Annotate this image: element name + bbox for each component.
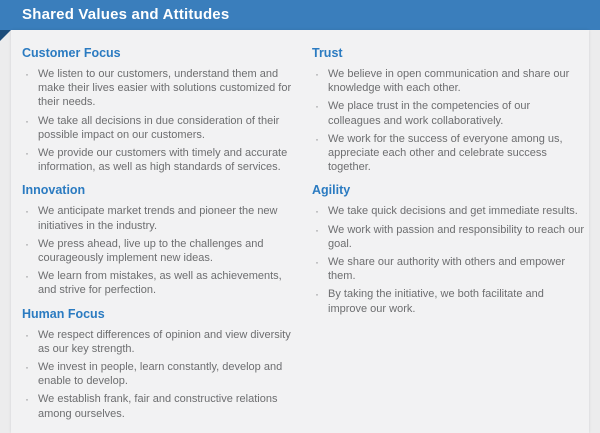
bullet-text: We establish frank, fair and constructive relations among ourselves. (38, 393, 278, 420)
bullet-text: We press ahead, live up to the challenges and courageously implement new ideas. (38, 237, 264, 265)
bullet-icon: · (25, 392, 29, 407)
bullet-text: We invest in people, learn constantly, develop and enable to develop. (38, 361, 283, 388)
section-title: Human Focus (22, 306, 105, 321)
list-item (312, 223, 584, 251)
section-customer-focus (22, 46, 294, 174)
left-column (22, 37, 294, 433)
bullet-icon: · (315, 67, 319, 81)
section-title: Agility (312, 183, 351, 198)
list-item (312, 204, 584, 218)
list-item (312, 132, 584, 175)
list-item (22, 269, 294, 297)
list-item (22, 146, 294, 174)
section-title: Trust (312, 46, 343, 60)
list-item (312, 287, 584, 315)
content-card (11, 30, 589, 433)
list-item (22, 328, 294, 356)
bullet-icon: · (315, 131, 319, 146)
list-item (22, 67, 294, 110)
bullet-icon: · (25, 236, 29, 251)
list-item (312, 99, 584, 127)
bullet-text: We share our authority with others and empower them. (328, 256, 566, 283)
list-item (22, 237, 294, 265)
bullet-icon: · (25, 360, 29, 375)
bullet-text: We take all decisions in due consideration of their possible impact on our customers. (38, 114, 280, 141)
bullet-icon: · (315, 99, 319, 114)
list-item (22, 114, 294, 142)
bullet-text: We provide our customers with timely and accurate information, as well as high standards of services. (38, 147, 288, 174)
header-fold-corner-icon (0, 30, 11, 41)
list-item (22, 392, 294, 420)
bullet-text: We respect differences of opinion and view diversity as our key strength. (38, 328, 291, 355)
bullet-text: We work for the success of everyone among us, appreciate each other and celebrate success together. (328, 132, 563, 174)
bullet-icon: · (25, 327, 29, 342)
bullet-icon: · (315, 255, 319, 270)
list-item (312, 255, 584, 283)
section-title: Innovation (22, 183, 86, 198)
bullet-text: By taking the initiative, we both facilitate and improve our work. (328, 288, 544, 315)
bullet-text: We believe in open communication and share our knowledge with each other. (328, 68, 570, 95)
bullet-text: We work with passion and responsibility to reach our goal. (328, 223, 584, 250)
bullet-icon: · (25, 269, 29, 284)
section-innovation (22, 183, 294, 297)
bullet-icon: · (315, 204, 319, 219)
page-title: Shared Values and Attitudes (22, 6, 230, 23)
bullet-text: We anticipate market trends and pioneer the new initiatives in the industry. (38, 205, 278, 232)
list-item (312, 67, 584, 95)
bullet-icon: · (315, 287, 319, 302)
section-title: Customer Focus (22, 46, 121, 60)
bullet-icon: · (25, 113, 29, 128)
right-column (312, 37, 584, 433)
bullet-icon: · (25, 67, 29, 81)
bullet-text: We listen to our customers, understand them and make their lives easier with solutions customized for their needs. (38, 68, 292, 109)
bullet-text: We place trust in the competencies of our colleagues and work collaboratively. (328, 100, 531, 127)
bullet-icon: · (25, 204, 29, 219)
section-trust (312, 46, 584, 174)
section-agility (312, 183, 584, 315)
list-item (22, 360, 294, 388)
bullet-icon: · (25, 146, 29, 161)
bullet-icon: · (315, 222, 319, 237)
bullet-text: We learn from mistakes, as well as achievements, and strive for perfection. (38, 270, 282, 297)
list-item (22, 204, 294, 232)
section-human-focus (22, 307, 294, 421)
bullet-text: We take quick decisions and get immediate results. (328, 205, 578, 218)
header-bar (0, 0, 600, 30)
